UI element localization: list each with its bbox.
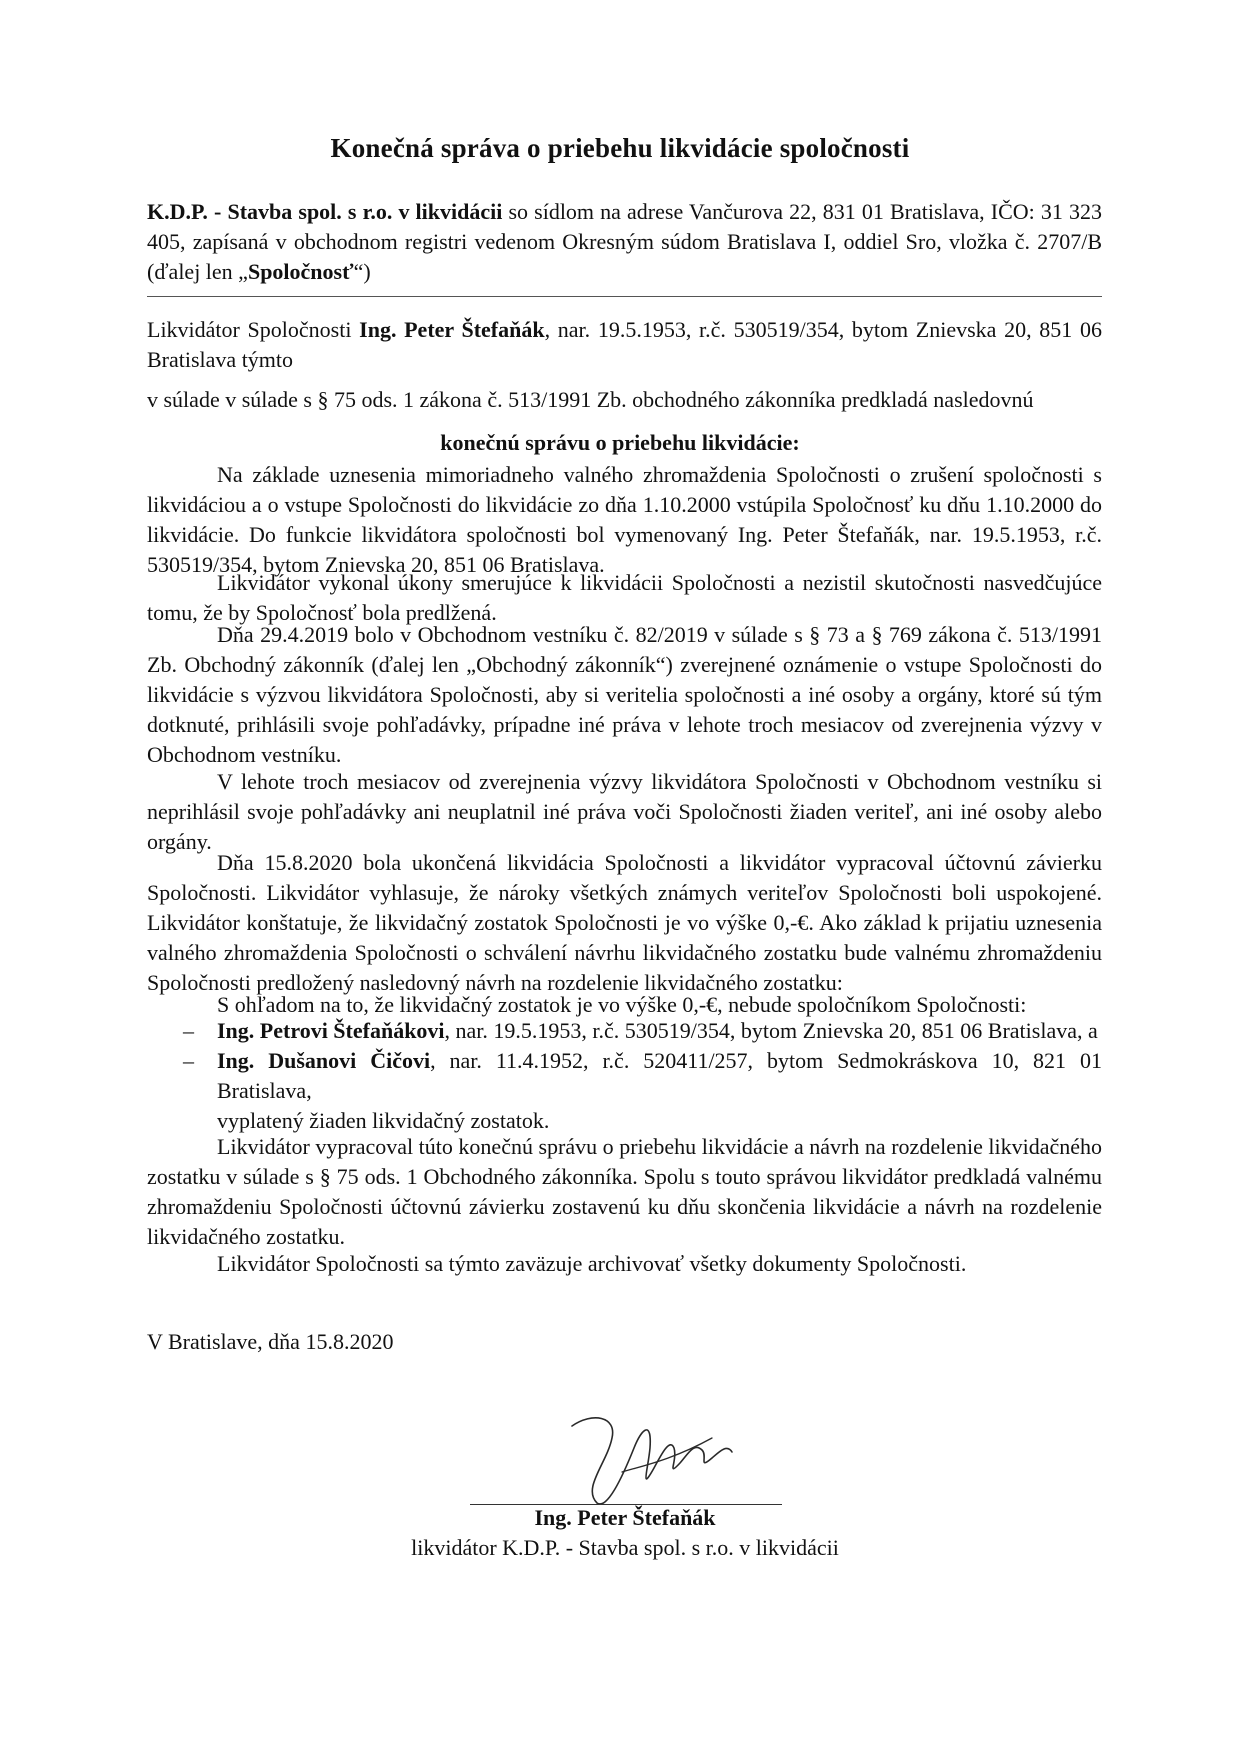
shareholder-name: Ing. Dušanovi Čičovi [217, 1048, 431, 1073]
liquidator-intro [147, 315, 1102, 375]
document-title: Konečná správa o priebehu likvidácie spoločnosti [330, 133, 910, 163]
company-name: K.D.P. - Stavba spol. s r.o. v likvidácii [147, 199, 503, 224]
handwritten-signature [562, 1408, 742, 1513]
paragraph-5: Dňa 15.8.2020 bola ukončená likvidácia Spoločnosti a likvidátor vypracoval účtovnú závierku Spoločnosti. Likvidátor vyhlasuje, že nároky všetkých známych veriteľov Spoločnosti boli uspokojené. Likvidátor konštatuje, že likvidačný zostatok Spoločnosti je vo výške 0,-€. Ako základ k prijatiu uznesenia valného zhromaždenia Spoločnosti o schválení návrhu likvidačného zostatku bude valnému zhromaždeniu Spoločnosti predložený nasledovný návrh na rozdelenie likvidačného zostatku: [147, 850, 1102, 995]
liquidator-pre: Likvidátor Spoločnosti [147, 317, 360, 342]
liquidator-details: , nar. 19.5.1953, r.č. 530519/354, bytom Znievska 20, 851 06 Bratislava týmto [147, 317, 1102, 372]
distribution-tail: vyplatený žiaden likvidačný zostatok. [217, 1108, 550, 1133]
law-reference: v súlade v súlade s § 75 ods. 1 zákona č. 513/1991 Zb. obchodného zákonníka predkladá nasledovnú [147, 387, 1034, 412]
shareholder-list [147, 1016, 1102, 1136]
liquidator-name: Ing. Peter Štefaňák [359, 317, 545, 342]
paragraph-6: Likvidátor vypracoval túto konečnú správu o priebehu likvidácie a návrh na rozdelenie likvidačného zostatku v súlade s § 75 ods. 1 Obchodného zákonníka. Spolu s touto správou likvidátor predkladá valnému zhromaždeniu Spoločnosti účtovnú závierku zostavenú ku dňu skončenia likvidácie a návrh na rozdelenie likvidačného zostatku. [147, 1134, 1102, 1249]
dash-bullet: – [183, 1048, 194, 1073]
shareholder-details: , nar. 19.5.1953, r.č. 530519/354, bytom Znievska 20, 851 06 Bratislava, a [444, 1018, 1098, 1043]
signature-stroke [572, 1418, 732, 1504]
paragraph-3: Dňa 29.4.2019 bolo v Obchodnom vestníku č. 82/2019 v súlade s § 73 a § 769 zákona č. 513/1991 Zb. Obchodný zákonník (ďalej len „Obchodný zákonník“) zverejnené oznámenie o vstupe Spoločnosti do likvidácie s výzvou likvidátora Spoločnosti, aby si veritelia spoločnosti a iné osoby a orgány, ktoré sú tým dotknuté, prihlásili svoje pohľadávky, prípadne iné práva v lehote troch mesiacov od zverejnenia výzvy v Obchodnom vestníku. [147, 622, 1102, 767]
signatory-name: Ing. Peter Štefaňák [534, 1505, 716, 1530]
shareholder-details: , nar. 11.4.1952, r.č. 520411/257, bytom Sedmokráskova 10, 821 01 Bratislava, [217, 1048, 1102, 1103]
company-intro-close: “) [353, 259, 371, 284]
company-details: so sídlom na adrese Vančurova 22, 831 01 Bratislava, IČO: 31 323 405, zapísaná v obchodnom registri vedenom Okresným súdom Bratislava I, oddiel Sro, vložka č. 2707/B (ďalej len „ [147, 199, 1102, 284]
signatory-role: likvidátor K.D.P. - Stavba spol. s r.o. v likvidácii [411, 1535, 839, 1560]
place-date: V Bratislave, dňa 15.8.2020 [147, 1329, 394, 1354]
shareholder-name: Ing. Petrovi Štefaňákovi [217, 1018, 445, 1043]
section-heading: konečnú správu o priebehu likvidácie: [440, 430, 800, 455]
intro-underline [147, 296, 1102, 297]
company-short-name: Spoločnosť [247, 259, 354, 284]
list-item [147, 1016, 1102, 1046]
list-item [147, 1046, 1102, 1106]
company-intro [147, 197, 1102, 287]
paragraph-7: Likvidátor Spoločnosti sa týmto zaväzuje archivovať všetky dokumenty Spoločnosti. [217, 1251, 967, 1276]
dash-bullet: – [183, 1018, 194, 1043]
distribution-lead: S ohľadom na to, že likvidačný zostatok je vo výške 0,-€, nebude spoločníkom Spoločnosti: [217, 992, 1027, 1017]
paragraph-4: V lehote troch mesiacov od zverejnenia výzvy likvidátora Spoločnosti v Obchodnom vestníku si neprihlásil svoje pohľadávky ani neuplatnil iné práva voči Spoločnosti žiaden veriteľ, ani iné osoby alebo orgány. [147, 769, 1102, 854]
paragraph-2: Likvidátor vykonal úkony smerujúce k likvidácii Spoločnosti a nezistil skutočnosti nasvedčujúce tomu, že by Spoločnosť bola predlžená. [147, 570, 1102, 625]
paragraph-1: Na základe uznesenia mimoriadneho valného zhromaždenia Spoločnosti o zrušení spoločnosti s likvidáciou a o vstupe Spoločnosti do likvidácie zo dňa 1.10.2000 vstúpila Spoločnosť ku dňu 1.10.2000 do likvidácie. Do funkcie likvidátora spoločnosti bol vymenovaný Ing. Peter Štefaňák, nar. 19.5.1953, r.č. 530519/354, bytom Znievska 20, 851 06 Bratislava. [147, 462, 1102, 577]
